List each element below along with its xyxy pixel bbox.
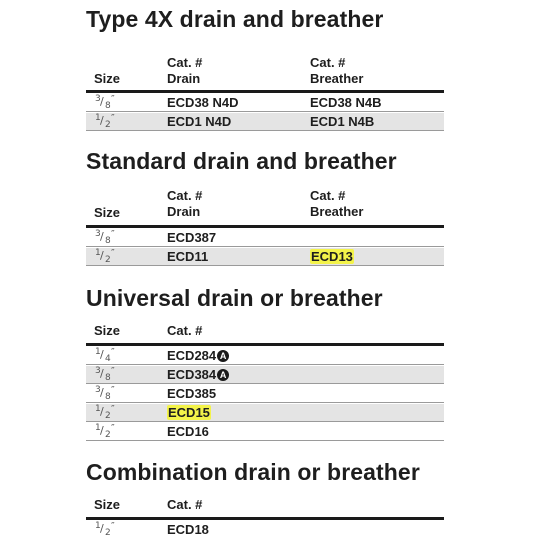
section-title: Type 4X drain and breather [86, 6, 384, 32]
highlighted-value: ECD13 [311, 249, 353, 264]
table-row [86, 347, 444, 365]
table-row [86, 94, 444, 112]
cat-breather: ECD38 N4B [310, 95, 382, 110]
header-size: Size [94, 497, 121, 512]
cat-drain: ECD1 N4D [167, 114, 232, 129]
header-size: Size [94, 71, 121, 86]
section-title: Combination drain or breather [86, 459, 420, 485]
table-row [86, 521, 444, 539]
table-row [86, 248, 444, 266]
header-cat-breather-top: Cat. # [310, 55, 346, 70]
size-fraction: 1 / 4 ″ [95, 347, 115, 364]
header-rule [86, 343, 444, 346]
header-size: Size [94, 205, 121, 220]
section-title: Universal drain or breather [86, 285, 383, 311]
header-cat-breather-top: Cat. # [310, 188, 346, 203]
header-cat: Cat. # [167, 497, 203, 512]
header-cat-breather-bottom: Breather [310, 204, 364, 219]
cat-breather [310, 249, 354, 265]
table-row [86, 366, 444, 384]
cat-number: ECD384 A [167, 367, 229, 383]
cat-drain: ECD11 [167, 249, 209, 264]
header-size: Size [94, 323, 121, 338]
size-fraction: 3 / 8 ″ [95, 229, 115, 246]
note-a-badge: A [217, 369, 229, 381]
table-row [86, 385, 444, 403]
size-fraction: 3 / 8 ″ [95, 385, 115, 402]
header-cat-drain-top: Cat. # [167, 188, 203, 203]
header-rule [86, 90, 444, 93]
size-fraction: 1 / 2 ″ [95, 113, 115, 130]
size-fraction: 1 / 2 ″ [95, 521, 115, 538]
size-fraction: 3 / 8 ″ [95, 366, 115, 383]
header-cat-drain-bottom: Drain [167, 204, 201, 219]
table-row [86, 404, 444, 422]
cat-drain: ECD387 [167, 230, 217, 245]
cat-number: ECD385 [167, 386, 217, 401]
cat-number: ECD16 [167, 424, 209, 439]
cat-drain: ECD38 N4D [167, 95, 239, 110]
header-rule [86, 517, 444, 520]
header-cat-drain-bottom: Drain [167, 71, 201, 86]
cat-number: ECD18 [167, 522, 209, 537]
header-cat-breather-bottom: Breather [310, 71, 364, 86]
table-row [86, 229, 444, 247]
highlighted-value: ECD15 [168, 405, 210, 420]
header-cat: Cat. # [167, 323, 203, 338]
size-fraction: 1 / 2 ″ [95, 248, 115, 265]
header-cat-drain-top: Cat. # [167, 55, 203, 70]
size-fraction: 1 / 2 ″ [95, 404, 115, 421]
header-rule [86, 225, 444, 228]
section-title: Standard drain and breather [86, 148, 397, 174]
table-row [86, 423, 444, 441]
size-fraction: 1 / 2 ″ [95, 423, 115, 440]
note-a-badge: A [217, 350, 229, 362]
cat-breather: ECD1 N4B [310, 114, 375, 129]
cat-number: ECD284 A [167, 348, 229, 364]
cat-number [167, 405, 211, 421]
table-row [86, 113, 444, 131]
size-fraction: 3 / 8 ″ [95, 94, 115, 111]
